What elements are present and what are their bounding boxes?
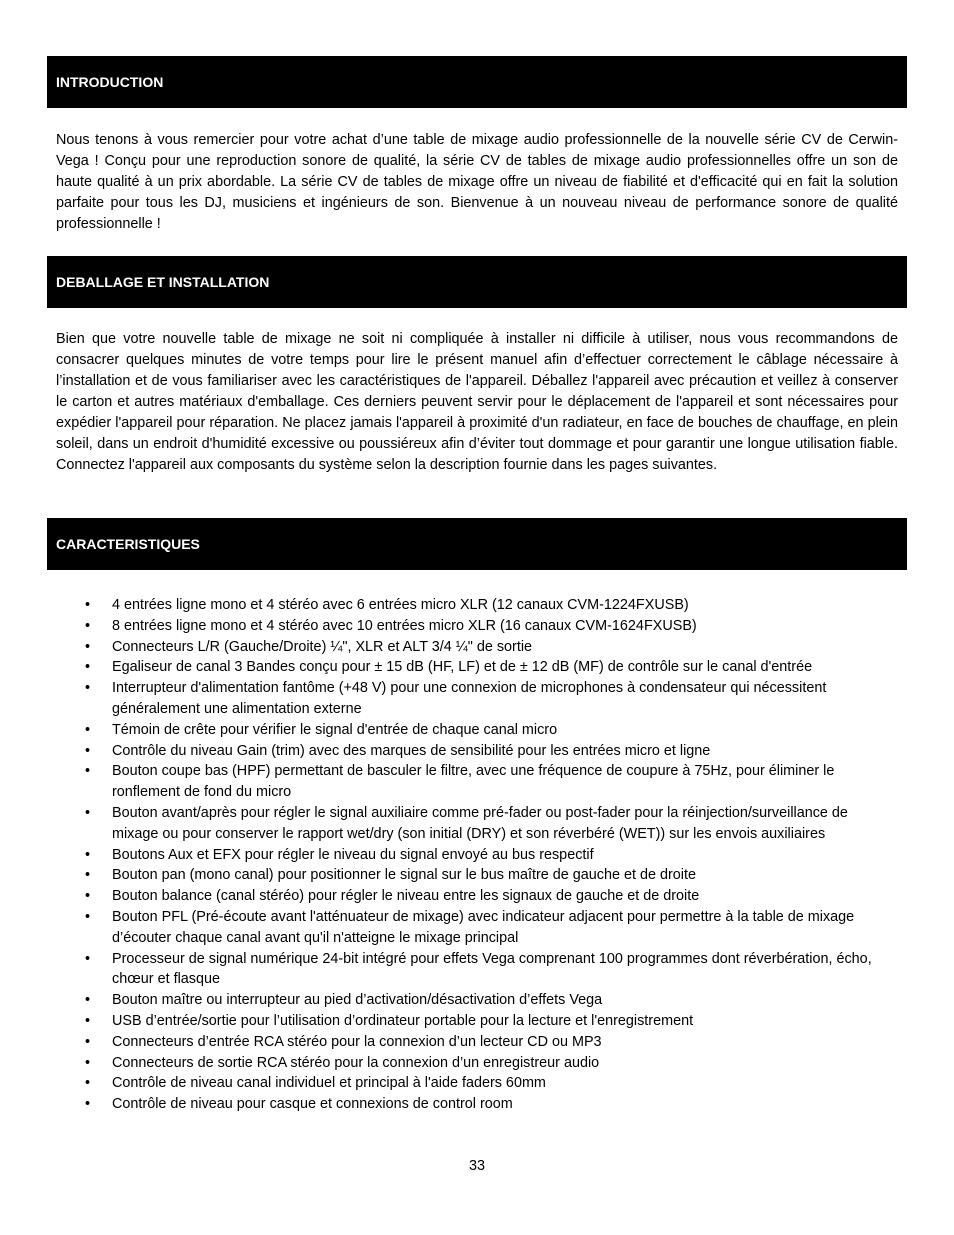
feature-text: Connecteurs de sortie RCA stéréo pour la connexion d’un enregistreur audio bbox=[112, 1054, 600, 1071]
feature-item bbox=[56, 803, 898, 845]
bullet-icon: • bbox=[85, 992, 91, 1009]
feature-text: USB d’entrée/sortie pour l’utilisation d’ordinateur portable pour la lecture et l'enregistrement bbox=[112, 1012, 694, 1029]
feature-text: 4 entrées ligne mono et 4 stéréo avec 6 entrées micro XLR (12 canaux CVM-1224FXUSB) bbox=[112, 597, 689, 613]
feature-text: Processeur de signal numérique 24-bit intégré pour effets Vega comprenant 100 programmes dont réverbération, écho, chœur et flasque bbox=[112, 950, 872, 988]
feature-item bbox=[56, 741, 898, 762]
feature-item bbox=[56, 1011, 898, 1032]
bullet-icon: • bbox=[85, 804, 91, 821]
introduction-paragraph: Nous tenons à vous remercier pour votre achat d’une table de mixage audio professionnelle de la nouvelle série CV de Cerwin-Vega ! Conçu pour une reproduction sonore de qualité, la série CV de tables de mixage audio professionnelles offre un son de haute qualité à un prix abordable. La série CV de tables de mixage offre un niveau de fiabilité et d'efficacité qui en fait la solution parfaite pour tous les DJ, musiciens et ingénieurs de son. Bienvenue à un nouveau niveau de performance sonore de qualité professionnelle ! bbox=[56, 132, 898, 232]
feature-text: Bouton PFL (Pré-écoute avant l'atténuateur de mixage) avec indicateur adjacent pour permettre à la table de mixage d’écouter chaque canal avant qu'il n'atteigne le mixage principal bbox=[112, 908, 855, 946]
bullet-icon: • bbox=[85, 1075, 91, 1092]
bullet-icon: • bbox=[85, 617, 91, 634]
feature-item bbox=[56, 1094, 898, 1115]
feature-text: Témoin de crête pour vérifier le signal d'entrée de chaque canal micro bbox=[112, 721, 558, 738]
bullet-icon: • bbox=[85, 908, 91, 925]
section-header-features bbox=[47, 518, 907, 570]
feature-item bbox=[56, 1073, 898, 1094]
feature-text: Egaliseur de canal 3 Bandes conçu pour ± 15 dB (HF, LF) et de ± 12 dB (MF) de contrôle sur le canal d'entrée bbox=[112, 659, 813, 676]
page-number: 33 bbox=[468, 1158, 485, 1174]
feature-item bbox=[56, 720, 898, 741]
feature-text: Interrupteur d'alimentation fantôme (+48 V) pour une connexion de microphones à condensateur qui nécessitent généralement une alimentation externe bbox=[112, 680, 827, 717]
bullet-icon: • bbox=[85, 721, 91, 738]
feature-item bbox=[56, 845, 898, 866]
section-title-introduction: INTRODUCTION bbox=[56, 74, 164, 90]
feature-item bbox=[56, 678, 898, 720]
feature-item bbox=[56, 595, 898, 616]
feature-text: Bouton pan (mono canal) pour positionner le signal sur le bus maître de gauche et de droite bbox=[112, 867, 696, 884]
feature-text: Bouton coupe bas (HPF) permettant de basculer le filtre, avec une fréquence de coupure à 75Hz, pour éliminer le ronflement de fond du micro bbox=[112, 763, 835, 801]
bullet-icon: • bbox=[85, 638, 91, 655]
feature-text: Bouton balance (canal stéréo) pour régler le niveau entre les signaux de gauche et de droite bbox=[112, 888, 700, 905]
feature-text: Connecteurs L/R (Gauche/Droite) ¼", XLR et ALT 3/4 ¼" de sortie bbox=[112, 638, 533, 655]
bullet-icon: • bbox=[85, 1012, 91, 1029]
feature-item bbox=[56, 865, 898, 886]
features-list bbox=[56, 595, 898, 1115]
feature-text: Connecteurs d’entrée RCA stéréo pour la connexion d’un lecteur CD ou MP3 bbox=[112, 1033, 602, 1050]
feature-item bbox=[56, 1032, 898, 1053]
feature-text: 8 entrées ligne mono et 4 stéréo avec 10 entrées micro XLR (16 canaux CVM-1624FXUSB) bbox=[112, 617, 697, 634]
feature-text: Bouton avant/après pour régler le signal auxiliaire comme pré-fader ou post-fader pour la réinjection/surveillance de mixage ou pour conserver le rapport wet/dry (son initial (DRY) et son réverbéré (WET)) sur les envois auxiliaires bbox=[112, 804, 848, 842]
bullet-icon: • bbox=[85, 742, 91, 759]
section-header-unpacking bbox=[47, 256, 907, 308]
feature-text: Contrôle du niveau Gain (trim) avec des marques de sensibilité pour les entrées micro et ligne bbox=[112, 742, 711, 759]
bullet-icon: • bbox=[85, 1054, 91, 1071]
feature-item bbox=[56, 637, 898, 658]
feature-text: Bouton maître ou interrupteur au pied d’activation/désactivation d’effets Vega bbox=[112, 992, 603, 1009]
section-title-unpacking: DEBALLAGE ET INSTALLATION bbox=[56, 274, 270, 290]
feature-item bbox=[56, 657, 898, 678]
section-header-introduction bbox=[47, 56, 907, 108]
feature-item bbox=[56, 886, 898, 907]
feature-item bbox=[56, 761, 898, 803]
bullet-icon: • bbox=[85, 680, 91, 697]
bullet-icon: • bbox=[85, 763, 91, 780]
bullet-icon: • bbox=[85, 1096, 91, 1113]
bullet-icon: • bbox=[85, 597, 91, 613]
bullet-icon: • bbox=[85, 846, 91, 863]
feature-text: Contrôle de niveau canal individuel et principal à l'aide faders 60mm bbox=[112, 1075, 546, 1092]
feature-text: Boutons Aux et EFX pour régler le niveau du signal envoyé au bus respectif bbox=[112, 846, 594, 863]
bullet-icon: • bbox=[85, 1033, 91, 1050]
feature-item bbox=[56, 907, 898, 949]
feature-item bbox=[56, 949, 898, 991]
feature-text: Contrôle de niveau pour casque et connexions de control room bbox=[112, 1096, 513, 1113]
feature-item bbox=[56, 1053, 898, 1074]
feature-item bbox=[56, 616, 898, 637]
unpacking-paragraph: Bien que votre nouvelle table de mixage ne soit ni compliquée à installer ni difficile à utiliser, nous vous recommandons de consacrer quelques minutes de votre temps pour lire le présent manuel afin d’effectuer correctement le câblage nécessaire à l’installation et de vous familiariser avec les caractéristiques de l'appareil. Déballez l'appareil avec précaution et veillez à conserver le carton et autres matériaux d'emballage. Ces derniers peuvent servir pour le déplacement de l'appareil et sont nécessaires pour expédier l'appareil pour réparation. Ne placez jamais l'appareil à proximité d'un radiateur, en face de bouches de chauffage, en plein soleil, dans un endroit d'humidité excessive ou poussiéreux afin d’éviter tout dommage et pour garantir une longue utilisation fiable. Connectez l'appareil aux composants du système selon la description fournie dans les pages suivantes. bbox=[56, 331, 898, 473]
feature-item bbox=[56, 990, 898, 1011]
bullet-icon: • bbox=[85, 659, 91, 676]
bullet-icon: • bbox=[85, 950, 91, 967]
section-title-features: CARACTERISTIQUES bbox=[56, 536, 200, 552]
bullet-icon: • bbox=[85, 888, 91, 905]
bullet-icon: • bbox=[85, 867, 91, 884]
